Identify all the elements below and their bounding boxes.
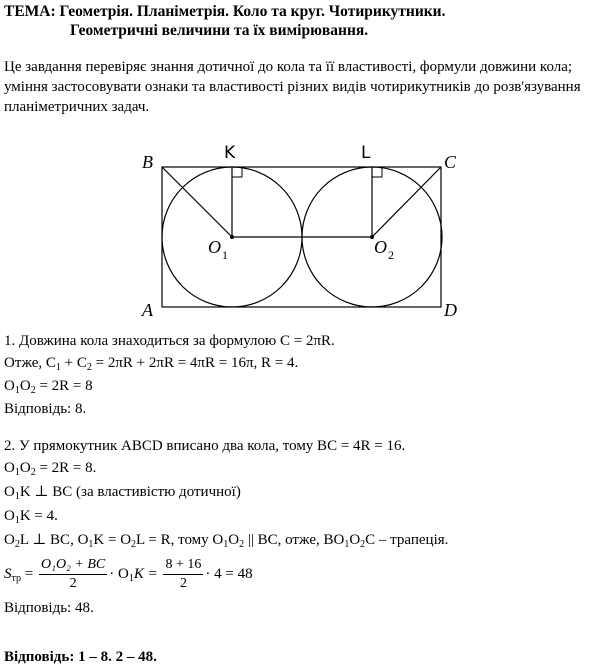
task1-line2: Отже, $C_1 + C_2 = 2\pi R + 2\pi R = 4\pi R = 16\pi$, R = 4. [4,355,299,373]
task2-line4: $O_1K = 4$. [4,508,58,526]
task2-answer: Відповідь: 48. [4,600,94,616]
task1-line1: 1. Довжина кола знаходиться за формулою C = 2πR. [4,333,335,349]
label-b: B [142,152,153,172]
point-o1 [230,235,234,239]
label-o2-sub: 2 [388,248,394,262]
segment-bo1 [162,167,232,237]
topic-title-line1: ТЕМА: Геометрія. Планіметрія. Коло та круг. Чотирикутники. [4,3,446,20]
task2-line2: $O_1O_2 = 2R = 8$. [4,460,97,478]
task1-line3: $O_1O_2 = 2R = 8$ [4,378,93,396]
task1-answer: Відповідь: 8. [4,401,87,417]
intro-paragraph: Це завдання перевіряє знання дотичної до кола та її властивості, формули довжини кола; уміння застосовувати ознаки та властивості різних видів чотирикутників до розв'язування планіметричних задач. [4,59,581,115]
fraction-2: $\frac{8 + 16}{2}$ [165,557,202,591]
label-k: K [224,143,236,163]
label-c: C [444,152,457,172]
geometry-figure [130,140,470,326]
topic-title-line2: Геометричні величини та їх вимірювання. [70,22,369,39]
fraction-1: $\frac{\text{O₁O₂ + BC}}{2}$ [40,557,106,591]
label-l: L [361,143,371,163]
right-angle-k [232,167,242,177]
task2-formula: $S_{тр}$ = $\frac{\text{O₁O₂ + BC}}{2}$ · $O_1K$ = $\frac{8 + 16}{2}$ · 4 = 48 [4,557,253,591]
task2-line3: $O_1K$ ⊥ BC (за властивістю дотичної) [4,484,241,502]
task2-line5: $O_2L$ ⊥ BC, $O_1K = O_2L = R$, тому $O_1O_2$ || BC, отже, $BO_1O_2C$ – трапеція. [4,532,449,550]
label-o1: O [208,237,221,257]
right-angle-l [372,167,382,177]
task2-line1: 2. У прямокутник ABCD вписано два кола, тому BC = 4R = 16. [4,438,406,454]
label-o2: O [374,237,387,257]
label-a: A [142,300,153,320]
label-d: D [444,300,457,320]
final-answer: Відповідь: 1 – 8. 2 – 48. [4,649,157,665]
label-o1-sub: 1 [222,248,228,262]
